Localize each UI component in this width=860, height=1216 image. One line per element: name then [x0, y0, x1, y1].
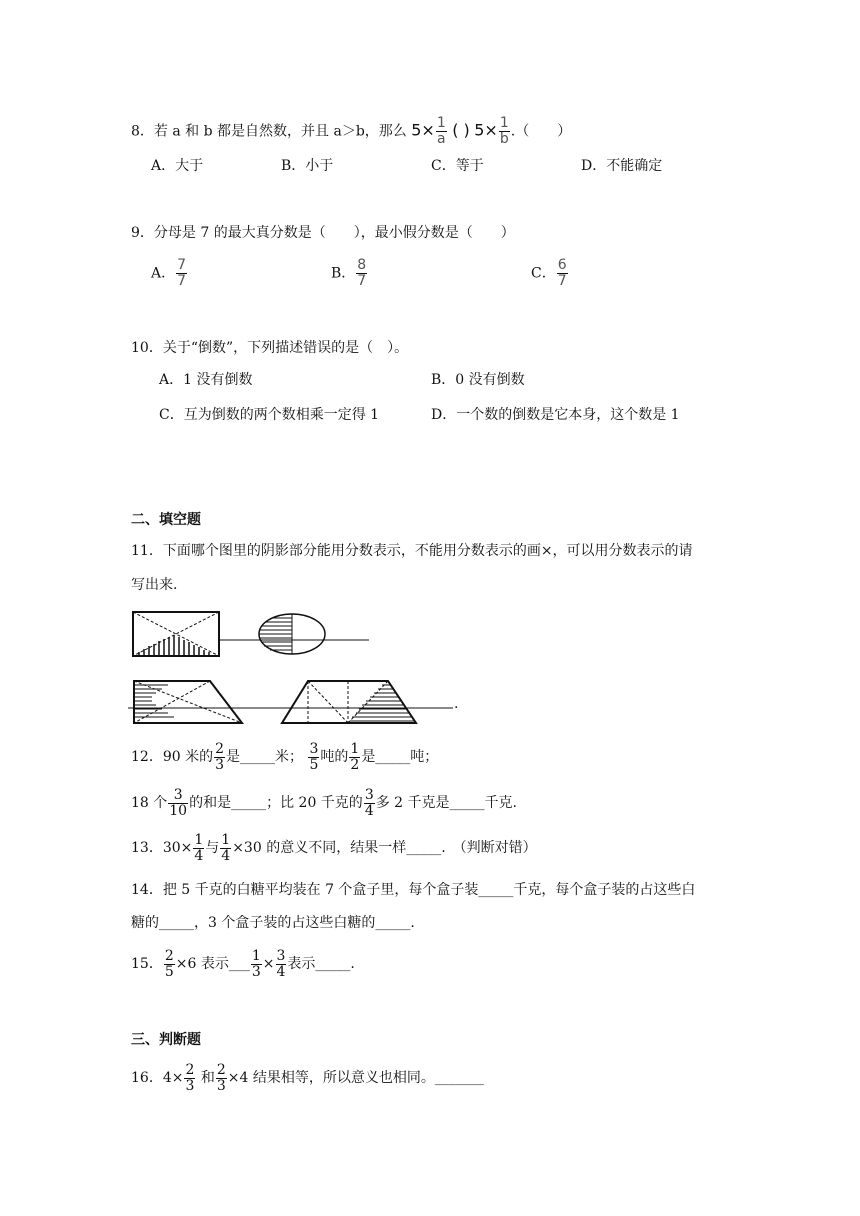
q8-stem: 8．若 a 和 b 都是自然数，并且 a＞b，那么 5× $\frac{1}{a}$ ( ) 5× $\frac{1}{b}$ .（ ）	[131, 115, 572, 147]
q8-option-b[interactable]: B．小于	[281, 158, 334, 174]
q16-line: 16．4× $\frac{2}{3}$ 和 $\frac{2}{3}$ ×4 结果相等，所以意义也相同。_______	[131, 1061, 484, 1094]
q10-option-a[interactable]: A．1 没有倒数	[159, 372, 253, 388]
q10-option-b[interactable]: B．0 没有倒数	[431, 372, 525, 388]
q8-option-a[interactable]: A．大于	[151, 158, 204, 174]
q13-line: 13．30× $\frac{1}{4}$ 与 $\frac{1}{4}$ ×30 的意义不同，结果一样_____. （判断对错）	[131, 831, 537, 864]
q14-line-1: 14．把 5 千克的白糖平均装在 7 个盒子里，每个盒子装_____千克，每个盒子装的占这些白	[131, 882, 696, 898]
q8-option-c[interactable]: C．等于	[431, 158, 484, 174]
q12-line-2: 18 个 $\frac{3}{10}$ 的和是_____；比 20 千克的 $\frac{3}{4}$ 多 2 千克是_____千克.	[131, 786, 517, 819]
q9-option-b[interactable]: B． $\frac{8}{7}$	[331, 257, 367, 289]
q9-stem: 9．分母是 7 的最大真分数是（ ），最小假分数是（ ）	[131, 225, 515, 241]
q11-figure-parallelogram-trapezoid	[128, 675, 463, 727]
q9-option-c[interactable]: C． $\frac{6}{7}$	[531, 257, 567, 289]
q8-fraction-1-over-a: $\frac{1}{a}$	[436, 115, 446, 147]
section-title-fill-in: 二、填空题	[131, 512, 201, 528]
section-title-true-false: 三、判断题	[131, 1032, 201, 1048]
q11-figure-rectangle	[131, 610, 371, 660]
q10-option-d[interactable]: D．一个数的倒数是它本身，这个数是 1	[431, 407, 680, 423]
q8-option-d[interactable]: D．不能确定	[581, 158, 663, 174]
q11-line-2: 写出来.	[131, 577, 178, 593]
q9-option-a[interactable]: A． $\frac{7}{7}$	[151, 257, 187, 289]
q15-line: 15． $\frac{2}{5}$ ×6 表示___ $\frac{1}{3}$ × $\frac{3}{4}$ 表示_____.	[131, 947, 355, 980]
q10-option-c[interactable]: C．互为倒数的两个数相乘一定得 1	[159, 407, 380, 423]
q11-end-dot: .	[454, 696, 459, 712]
q12-line-1: 12．90 米的 $\frac{2}{3}$ 是_____米； $\frac{3}{5}$ 吨的 $\frac{1}{2}$ 是_____吨；	[131, 740, 439, 773]
q14-line-2: 糖的_____，3 个盒子装的占这些白糖的_____.	[131, 915, 415, 931]
q11-line-1: 11．下面哪个图里的阴影部分能用分数表示，不能用分数表示的画×，可以用分数表示的请	[131, 543, 693, 559]
q10-stem: 10．关于“倒数”，下列描述错误的是（ ）。	[131, 340, 409, 356]
q8-fraction-1-over-b: $\frac{1}{b}$	[499, 115, 509, 147]
